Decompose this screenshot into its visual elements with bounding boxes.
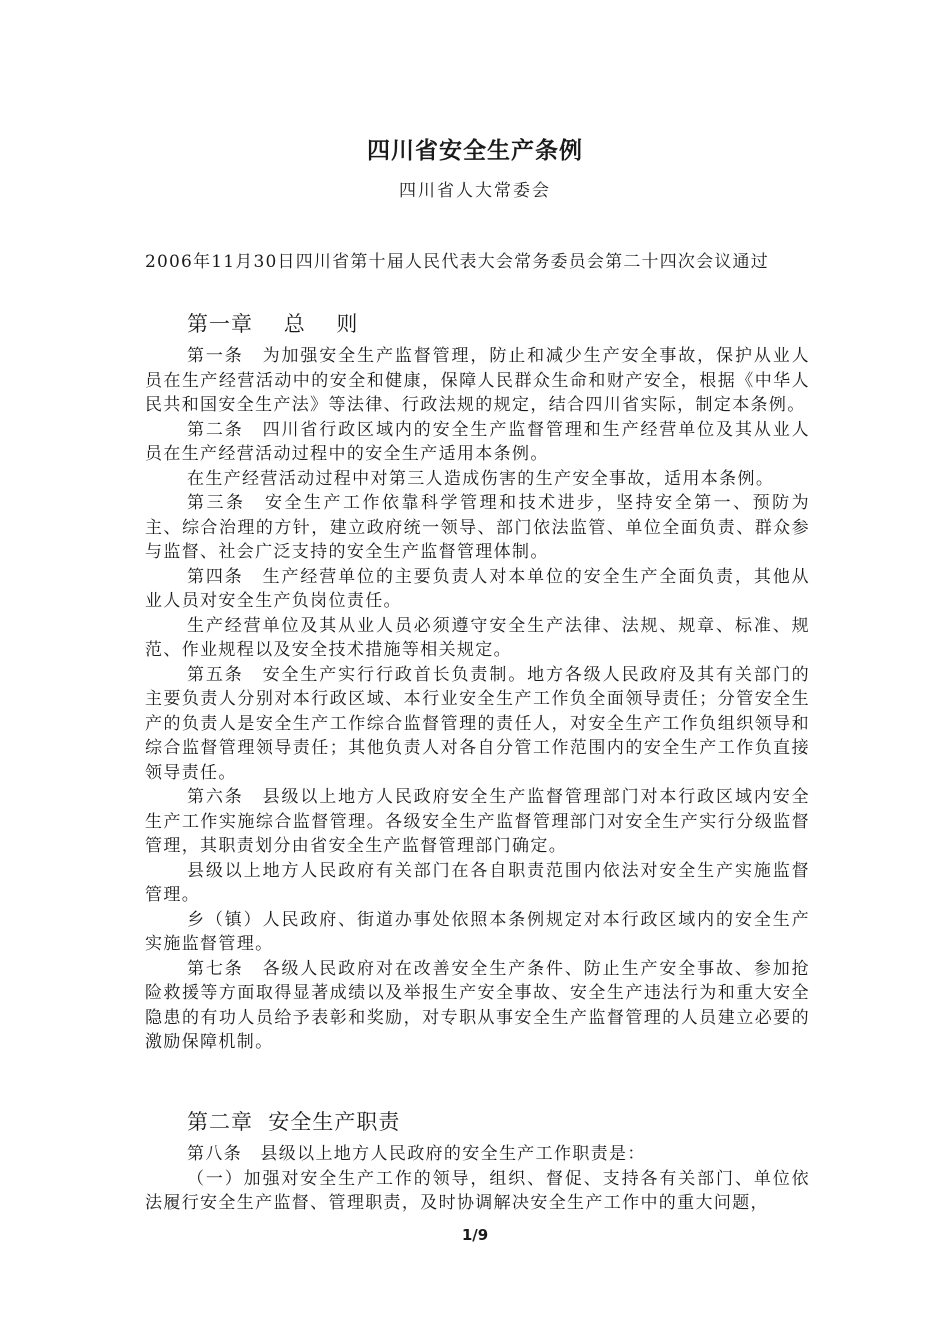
article-8-paragraph: 第八条 县级以上地方人民政府的安全生产工作职责是： — [187, 1144, 646, 1164]
chapter-1-heading: 第一章 总 则 — [187, 312, 359, 336]
article-7-paragraph: 第七条 各级人民政府对在改善安全生产条件、防止生产安全事故、参加抢险救援等方面取得显著成绩以及举报生产安全事故、安全生产违法行为和重大安全隐患的有功人员给予表彰和奖励，对专职从事安全生产监督管理的人员建立必要的激励保障机制。 — [145, 958, 810, 1052]
chapter-1-section — [145, 304, 810, 1055]
document-author: 四川省人大常委会 — [399, 181, 551, 201]
adoption-statement: 2006年11月30日四川省第十届人民代表大会常务委员会第二十四次会议通过 — [145, 252, 769, 272]
document-title: 四川省安全生产条例 — [367, 138, 583, 164]
chapter-2-section — [145, 1102, 810, 1216]
article-1-paragraph: 第一条 为加强安全生产监督管理，防止和减少生产安全事故，保护从业人员在生产经营活动中的安全和健康，保障人民群众生命和财产安全，根据《中华人民共和国安全生产法》等法律、行政法规的规定，结合四川省实际，制定本条例。 — [145, 346, 810, 415]
article-6-paragraph: 第六条 县级以上地方人民政府安全生产监督管理部门对本行政区域内安全生产工作实施综合监督管理。各级安全生产监督管理部门对安全生产实行分级监督管理，其职责划分由省安全生产监督管理部门确定。 — [145, 787, 810, 856]
page-number: 1/9 — [461, 1226, 489, 1244]
article-6-paragraph-2: 县级以上地方人民政府有关部门在各自职责范围内依法对安全生产实施监督管理。 — [145, 860, 810, 905]
article-8-item-1: （一）加强对安全生产工作的领导，组织、督促、支持各有关部门、单位依法履行安全生产监督、管理职责，及时协调解决安全生产工作中的重大问题， — [145, 1168, 810, 1213]
article-4-paragraph-2: 生产经营单位及其从业人员必须遵守安全生产法律、法规、规章、标准、规范、作业规程以及安全技术措施等相关规定。 — [145, 615, 810, 660]
chapter-2-heading: 第二章 安全生产职责 — [187, 1110, 401, 1134]
article-4-paragraph: 第四条 生产经营单位的主要负责人对本单位的安全生产全面负责，其他从业人员对安全生产负岗位责任。 — [145, 566, 810, 611]
article-2-paragraph: 第二条 四川省行政区域内的安全生产监督管理和生产经营单位及其从业人员在生产经营活动过程中的安全生产适用本条例。 — [145, 419, 810, 464]
article-2-paragraph-2: 在生产经营活动过程中对第三人造成伤害的生产安全事故，适用本条例。 — [187, 468, 775, 489]
article-6-paragraph-3: 乡（镇）人民政府、街道办事处依照本条例规定对本行政区域内的安全生产实施监督管理。 — [145, 909, 810, 954]
article-3-paragraph: 第三条 安全生产工作依靠科学管理和技术进步，坚持安全第一、预防为主、综合治理的方针，建立政府统一领导、部门依法监管、单位全面负责、群众参与监督、社会广泛支持的安全生产监督管理体制。 — [145, 493, 810, 562]
article-5-paragraph: 第五条 安全生产实行行政首长负责制。地方各级人民政府及其有关部门的主要负责人分别对本行政区域、本行业安全生产工作负全面领导责任；分管安全生产的负责人是安全生产工作综合监督管理的责任人，对安全生产工作负组织领导和综合监督管理领导责任；其他负责人对各自分管工作范围内的安全生产工作负直接领导责任。 — [145, 664, 810, 783]
